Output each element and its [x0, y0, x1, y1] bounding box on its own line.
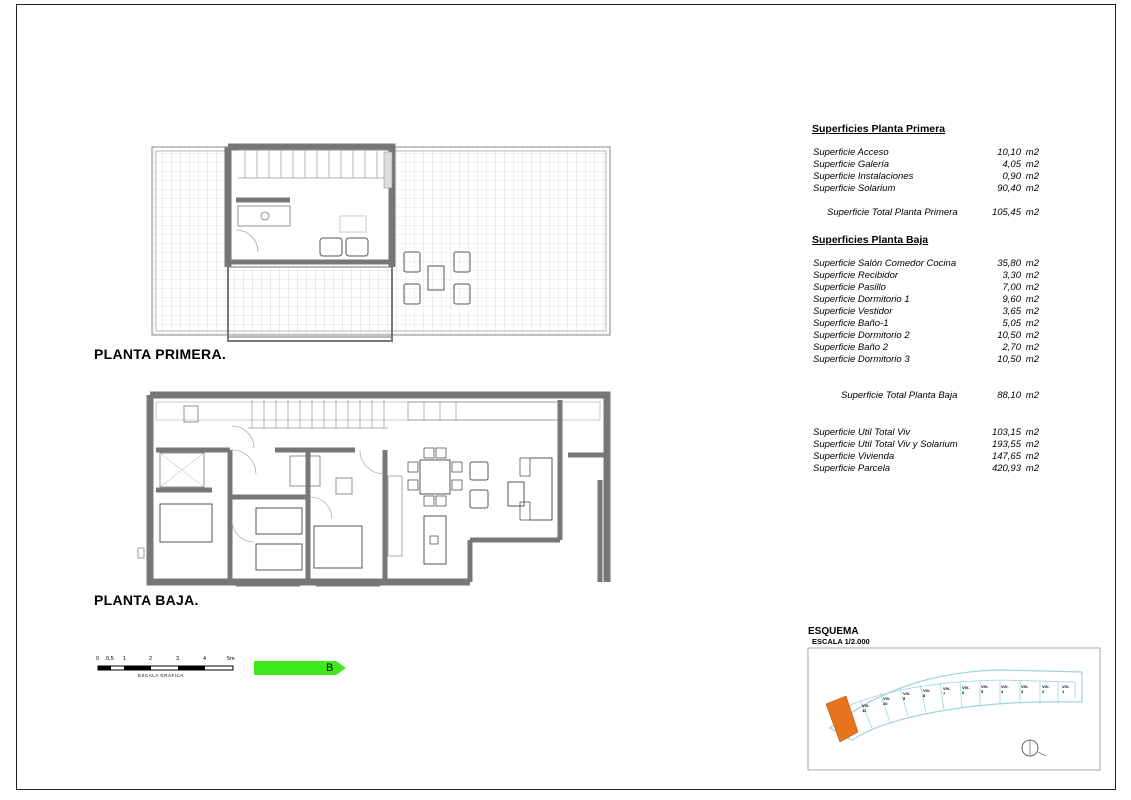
summary-value: 420,93 — [991, 463, 1021, 474]
scale-bar — [98, 666, 233, 670]
surface-label: Superficie Recibidor — [813, 270, 899, 281]
summary-row — [813, 439, 1039, 451]
scale-tick: 2 — [149, 656, 153, 662]
surface-value: 3,30 — [1002, 270, 1021, 281]
surface-label: Superficie Salón Comedor Cocina — [813, 258, 957, 269]
surface-row — [813, 354, 1039, 366]
surface-unit: m2 — [1025, 306, 1039, 317]
scale-tick: 5m — [227, 656, 235, 662]
summary-unit: m2 — [1025, 451, 1039, 462]
surface-value: 5,05 — [1002, 318, 1021, 329]
surface-value: 10,10 — [997, 147, 1021, 158]
surface-unit: m2 — [1025, 183, 1039, 194]
surface-value: 90,40 — [997, 183, 1021, 194]
surface-label: Superficie Instalaciones — [813, 171, 914, 182]
unit-label-viv-11: VIV-11 — [862, 703, 870, 713]
surface-total-label: Superficie Total Planta Primera — [827, 207, 958, 218]
unit-label-viv-4: VIV-4 — [1001, 684, 1009, 694]
summary-unit: m2 — [1025, 439, 1039, 450]
summary-label: Superficie Vivienda — [813, 451, 895, 462]
surface-unit: m2 — [1025, 318, 1039, 329]
unit-label-viv-1: VIV-1 — [1062, 684, 1070, 694]
esquema-scale: ESCALA 1/2.000 — [812, 637, 870, 646]
surface-unit: m2 — [1025, 342, 1039, 353]
surface-row — [813, 258, 1039, 270]
summary-row — [813, 463, 1039, 475]
surface-row — [813, 270, 1039, 282]
summary-unit: m2 — [1025, 463, 1039, 474]
surface-row — [813, 342, 1039, 354]
surface-value: 0,90 — [1002, 171, 1021, 182]
surface-unit: m2 — [1025, 294, 1039, 305]
plan-primera — [152, 147, 610, 341]
scale-tick: 0,5 — [106, 656, 114, 662]
surface-total-value: 88,10 — [997, 390, 1021, 401]
surface-label: Superficie Baño 2 — [813, 342, 888, 353]
unit-label-viv-3: VIV-3 — [1021, 684, 1029, 694]
surface-unit: m2 — [1025, 147, 1039, 158]
surface-label: Superficie Galería — [813, 159, 890, 170]
unit-label-viv-5: VIV-5 — [981, 684, 989, 694]
unit-label-viv-9: VIV-9 — [903, 691, 911, 701]
surface-label: Superficie Acceso — [813, 147, 889, 158]
surface-row — [813, 183, 1039, 195]
surface-value: 4,05 — [1002, 159, 1021, 170]
surface-row — [813, 318, 1039, 330]
surface-label: Superficie Baño-1 — [813, 318, 889, 329]
surface-unit: m2 — [1025, 159, 1039, 170]
summary-label: Superficie Util Total Viv — [813, 427, 911, 438]
unit-label-viv-8: VIV-8 — [923, 688, 931, 698]
summary-unit: m2 — [1025, 427, 1039, 438]
surface-unit: m2 — [1025, 270, 1039, 281]
surface-label: Superficie Dormitorio 1 — [813, 294, 910, 305]
surface-label: Superficie Solarium — [813, 183, 896, 194]
surface-value: 35,80 — [997, 258, 1021, 269]
surface-unit: m2 — [1025, 330, 1039, 341]
type-marker — [254, 661, 346, 675]
surface-row — [813, 282, 1039, 294]
surface-label: Superficie Vestidor — [813, 306, 893, 317]
surface-total-label: Superficie Total Planta Baja — [841, 390, 958, 401]
surface-row — [813, 171, 1039, 183]
type-marker-label: B — [326, 662, 334, 674]
plan-baja — [138, 395, 607, 586]
surface-value: 10,50 — [997, 354, 1021, 365]
surfaces-primera-title: Superficies Planta Primera — [812, 123, 946, 135]
scale-ticks — [96, 656, 241, 666]
scale-tick: 0 — [96, 656, 100, 662]
summary-label: Superficie Parcela — [813, 463, 891, 474]
surface-total-row — [841, 390, 1039, 402]
surfaces-baja-title: Superficies Planta Baja — [812, 234, 929, 246]
scale-tick: 3 — [176, 656, 180, 662]
surface-label: Superficie Dormitorio 3 — [813, 354, 910, 365]
scale-tick: 1 — [123, 656, 127, 662]
summary-row — [813, 427, 1039, 439]
summary-value: 103,15 — [991, 427, 1021, 438]
surface-row — [813, 159, 1039, 171]
surface-unit: m2 — [1025, 171, 1039, 182]
unit-label-viv-6: VIV-6 — [962, 685, 970, 695]
esquema-title: ESQUEMA — [808, 626, 859, 637]
surface-total-value: 105,45 — [991, 207, 1021, 218]
esquema-box — [808, 648, 1100, 770]
surface-total-row — [827, 207, 1039, 219]
unit-label-viv-2: VIV-2 — [1042, 684, 1050, 694]
surface-value: 7,00 — [1002, 282, 1021, 293]
unit-label-viv-10: VIV-10 — [883, 696, 891, 706]
summary-value: 193,55 — [991, 439, 1021, 450]
surface-label: Superficie Dormitorio 2 — [813, 330, 910, 341]
surface-total-unit: m2 — [1025, 207, 1039, 218]
summary-row — [813, 451, 1039, 463]
surface-row — [813, 294, 1039, 306]
surface-row — [813, 306, 1039, 318]
surface-value: 9,60 — [1002, 294, 1021, 305]
plan-baja-label: PLANTA BAJA. — [94, 592, 199, 608]
surface-unit: m2 — [1025, 354, 1039, 365]
surface-unit: m2 — [1025, 258, 1039, 269]
surface-value: 3,65 — [1002, 306, 1021, 317]
surface-unit: m2 — [1025, 282, 1039, 293]
surface-row — [813, 330, 1039, 342]
summary-value: 147,65 — [991, 451, 1021, 462]
surface-total-unit: m2 — [1025, 390, 1039, 401]
surface-label: Superficie Pasillo — [813, 282, 886, 293]
scale-tick: 4 — [203, 656, 207, 662]
surface-value: 2,70 — [1002, 342, 1021, 353]
summary-label: Superficie Util Total Viv y Solarium — [813, 439, 958, 450]
scale-caption: ESCALA GRAFICA — [138, 673, 184, 678]
surface-row — [813, 147, 1039, 159]
surface-value: 10,50 — [997, 330, 1021, 341]
plan-primera-label: PLANTA PRIMERA. — [94, 346, 227, 362]
unit-label-viv-7: VIV-7 — [943, 686, 951, 696]
